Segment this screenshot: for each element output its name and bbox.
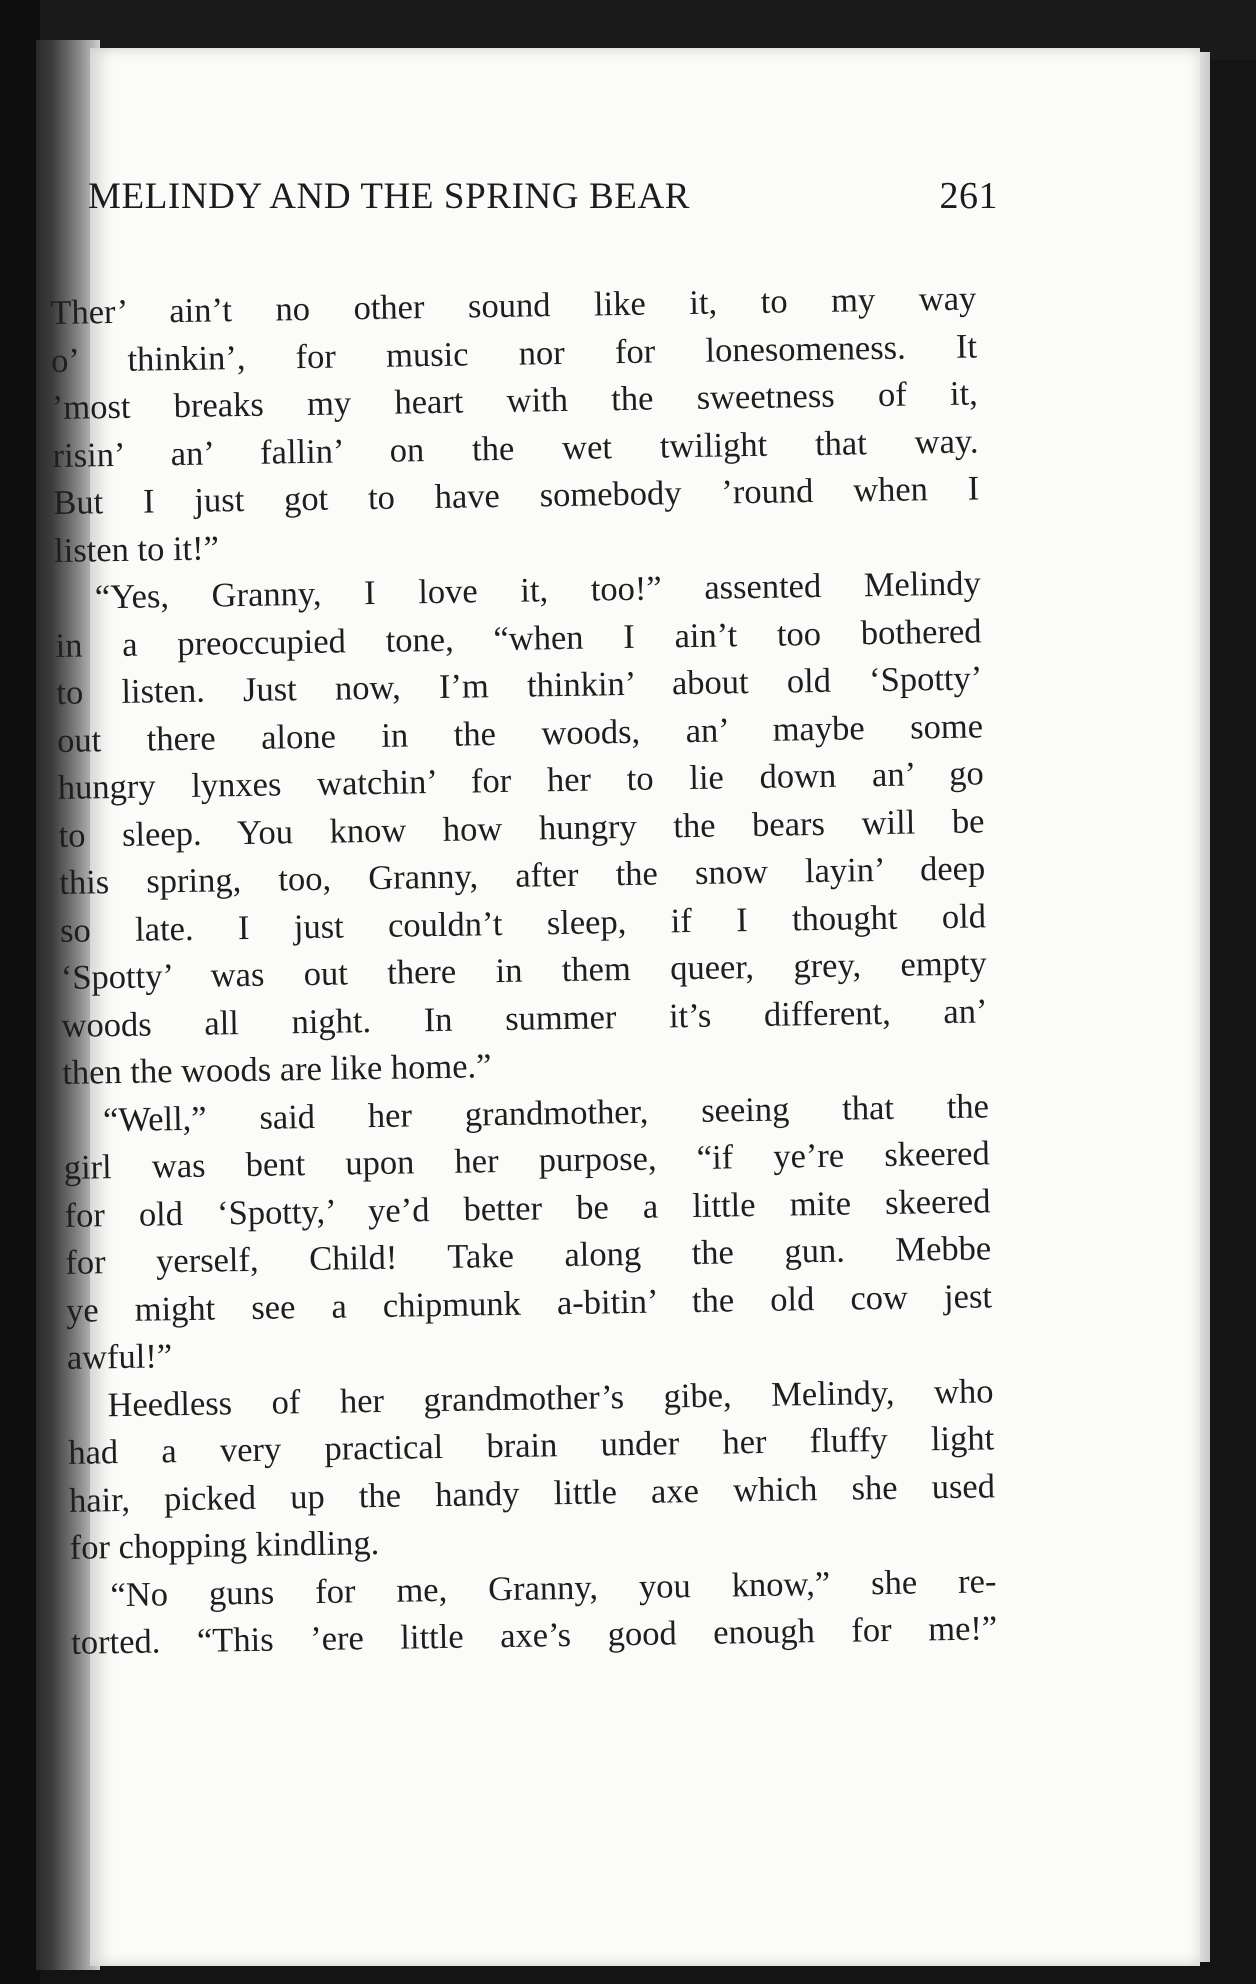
scan-left-margin	[0, 0, 40, 1984]
text-line: torted. “This ’ere little axe’s good enough for me!”	[70, 1609, 998, 1662]
text-line: for chopping kindling.	[69, 1523, 380, 1567]
text-line: “Yes, Granny, I love it, too!” assented Melindy	[94, 564, 982, 617]
text-line: o’ thinkin’, for music nor for lonesomeness. It	[50, 326, 978, 380]
text-line: so late. I just couldn’t sleep, if I thought old	[59, 896, 987, 950]
text-line: ‘Spotty’ was out there in them queer, grey, empty	[60, 944, 987, 997]
body-text	[50, 275, 998, 1667]
text-line: Heedless of her grandmother’s gibe, Melindy, who	[107, 1371, 994, 1424]
text-line: “No guns for me, Granny, you know,” she re-	[110, 1561, 997, 1614]
text-line: woods all night. In summer it’s different, an’	[61, 991, 988, 1045]
page-number: 261	[939, 175, 998, 217]
text-line: ye might see a chipmunk a-bitin’ the old cow jest	[65, 1276, 993, 1330]
text-line: hair, picked up the handy little axe which she used	[68, 1466, 996, 1520]
text-line: then the woods are like home.”	[62, 1047, 492, 1092]
running-head-title: MELINDY AND THE SPRING BEAR	[88, 176, 691, 217]
text-line: Ther’ ain’t no other sound like it, to my way	[50, 279, 977, 332]
text-line: But I just got to have somebody ’round when I	[53, 469, 980, 522]
text-line: in a preoccupied tone, “when I ain’t too bothered	[55, 611, 982, 665]
text-line: to sleep. You know how hungry the bears will be	[58, 801, 985, 855]
text-line: had a very practical brain under her fluffy light	[67, 1419, 995, 1472]
text-line: risin’ an’ fallin’ on the wet twilight that way.	[52, 421, 979, 475]
text-line: this spring, too, Granny, after the snow layin’ deep	[59, 849, 986, 902]
text-line: for old ‘Spotty,’ ye’d better be a little mite skeered	[64, 1181, 991, 1235]
text-line: listen to it!”	[53, 528, 220, 570]
text-line: to listen. Just now, I’m thinkin’ about old ‘Spotty’	[56, 659, 983, 712]
text-line: “Well,” said her grandmother, seeing that the	[102, 1086, 990, 1139]
running-head	[88, 174, 998, 218]
text-line: awful!”	[66, 1337, 173, 1377]
text-line: hungry lynxes watchin’ for her to lie down an’ go	[57, 754, 985, 807]
text-line: girl was bent upon her purpose, “if ye’re skeered	[63, 1134, 990, 1187]
text-line: ’most breaks my heart with the sweetness of it,	[51, 374, 979, 427]
text-line: for yerself, Child! Take along the gun. Mebbe	[64, 1229, 992, 1282]
text-line: out there alone in the woods, an’ maybe some	[56, 706, 984, 760]
